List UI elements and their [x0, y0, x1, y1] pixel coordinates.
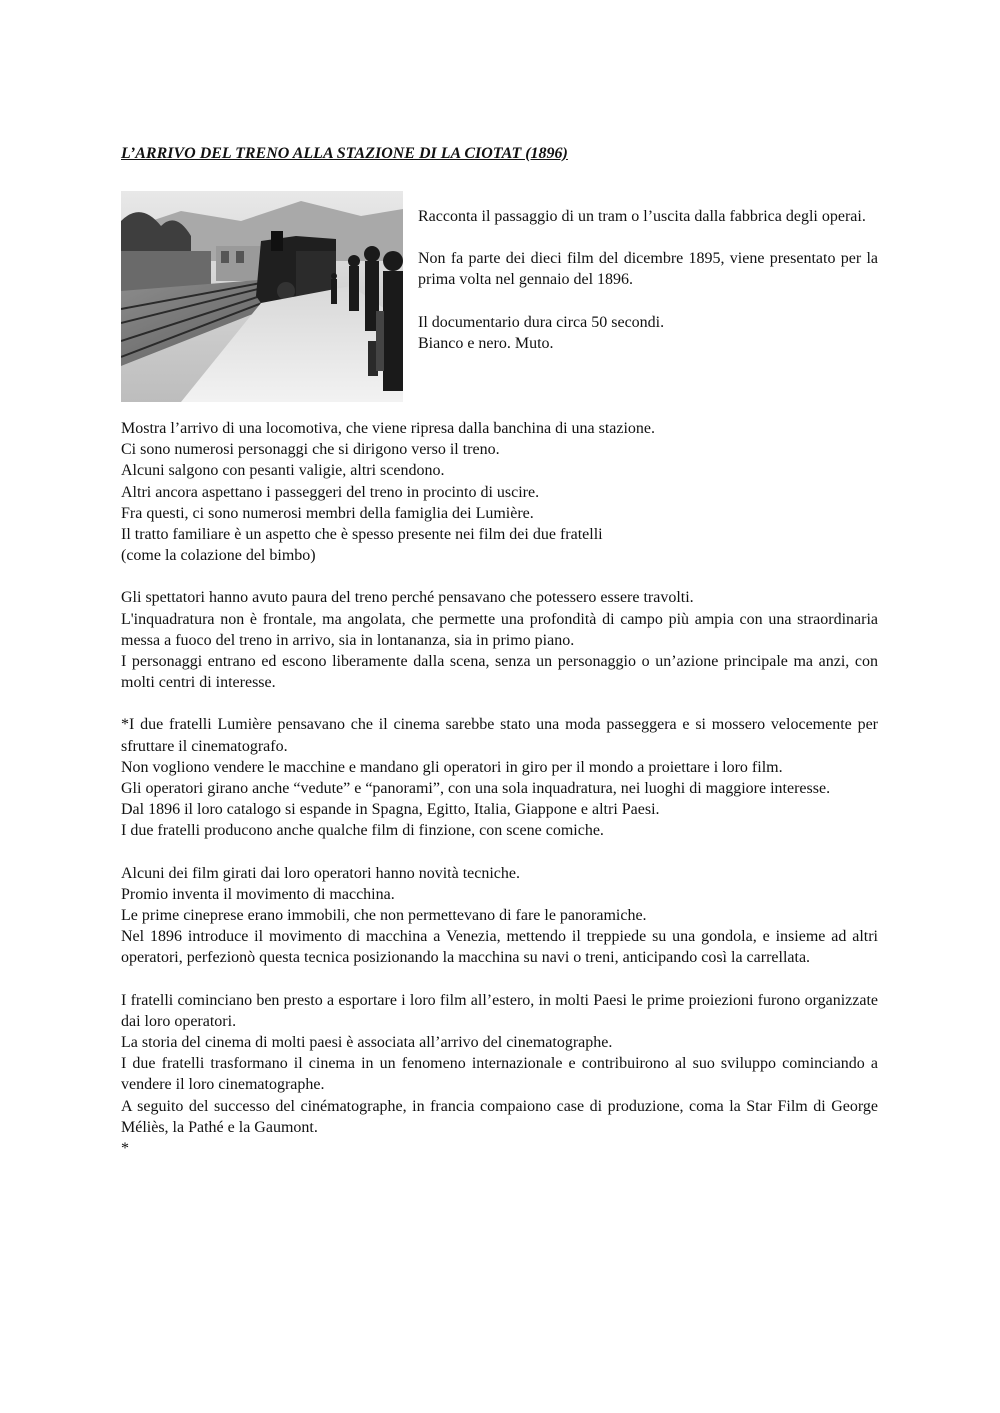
text-line: La storia del cinema di molti paesi è associata all’arrivo del cinematographe.	[121, 1034, 613, 1052]
text-line: Alcuni dei film girati dai loro operatori hanno novità tecniche.	[121, 864, 520, 882]
intro-paragraph	[418, 312, 878, 354]
text-line: Il documentario dura circa 50 secondi.	[418, 313, 665, 331]
text-line: A seguito del successo del cinématographe, in francia compaiono case di produzione, coma la Star Film di George Méliès, la Pathé e la Gaumont.	[121, 1097, 878, 1136]
text-line: I personaggi entrano ed escono liberamente dalla scena, senza un personaggio o un’azione principale ma anzi, con molti centri di interesse.	[121, 653, 878, 692]
intro-paragraph: Racconta il passaggio di un tram o l’uscita dalla fabbrica degli operai.	[418, 208, 866, 225]
document-title: L’ARRIVO DEL TRENO ALLA STAZIONE DI LA CIOTAT (1896)	[121, 145, 568, 162]
text-line: *	[121, 1140, 129, 1158]
text-line: (come la colazione del bimbo)	[121, 547, 316, 565]
text-line: Il tratto familiare è un aspetto che è spesso presente nei film dei due fratelli	[121, 526, 603, 544]
train-station-photo	[121, 191, 403, 402]
text-line: Gli operatori girano anche “vedute” e “panorami”, con una sola inquadratura, nei luoghi di maggiore interesse.	[121, 780, 831, 798]
text-line: *I due fratelli Lumière pensavano che il cinema sarebbe stato una moda passeggera e si mossero velocemente per sfruttare il cinematografo.	[121, 716, 878, 755]
text-line: Promio inventa il movimento di macchina.	[121, 885, 395, 903]
text-line: Non vogliono vendere le macchine e mandano gli operatori in giro per il mondo a proiettare i loro film.	[121, 758, 783, 776]
text-line: Mostra l’arrivo di una locomotiva, che viene ripresa dalla banchina di una stazione.	[121, 420, 656, 437]
body-paragraph	[121, 990, 878, 1160]
intro-paragraph: Non fa parte dei dieci film del dicembre 1895, viene presentato per la prima volta nel gennaio del 1896.	[418, 250, 878, 289]
intro-text	[418, 206, 878, 375]
text-line: Nel 1896 introduce il movimento di macchina a Venezia, mettendo il treppiede su una gondola, e insieme ad altri operatori, perfezionò questa tecnica posizionando la macchina su navi o treni, anticipando così la carrellata.	[121, 928, 878, 967]
text-line: Bianco e nero. Muto.	[418, 334, 554, 352]
text-line: I due fratelli producono anche qualche film di finzione, con scene comiche.	[121, 822, 604, 840]
text-line: Ci sono numerosi personaggi che si dirigono verso il treno.	[121, 441, 500, 459]
text-line: Dal 1896 il loro catalogo si espande in Spagna, Egitto, Italia, Giappone e altri Paesi.	[121, 801, 660, 819]
text-line: I due fratelli trasformano il cinema in un fenomeno internazionale e contribuirono al suo sviluppo cominciando a vendere il loro cinematographe.	[121, 1055, 878, 1094]
body-paragraph	[121, 587, 878, 693]
text-line: Altri ancora aspettano i passeggeri del treno in procinto di uscire.	[121, 483, 540, 501]
text-line: Le prime cineprese erano immobili, che non permettevano di fare le panoramiche.	[121, 907, 647, 925]
text-line: Gli spettatori hanno avuto paura del treno perché pensavano che potessero essere travolti.	[121, 589, 694, 607]
text-line: I fratelli cominciano ben presto a esportare i loro film all’estero, in molti Paesi le prime proiezioni furono organizzate dai loro operatori.	[121, 991, 878, 1030]
text-line: L'inquadratura non è frontale, ma angolata, che permette una profondità di campo più ampia con una straordinaria messa a fuoco del treno in arrivo, sia in lontananza, sia in primo piano.	[121, 610, 878, 649]
body-text	[121, 418, 878, 1180]
body-paragraph	[121, 418, 878, 566]
body-paragraph	[121, 714, 878, 841]
text-line: Alcuni salgono con pesanti valigie, altri scendono.	[121, 462, 445, 480]
text-line: Fra questi, ci sono numerosi membri della famiglia dei Lumière.	[121, 504, 534, 522]
body-paragraph	[121, 863, 878, 969]
